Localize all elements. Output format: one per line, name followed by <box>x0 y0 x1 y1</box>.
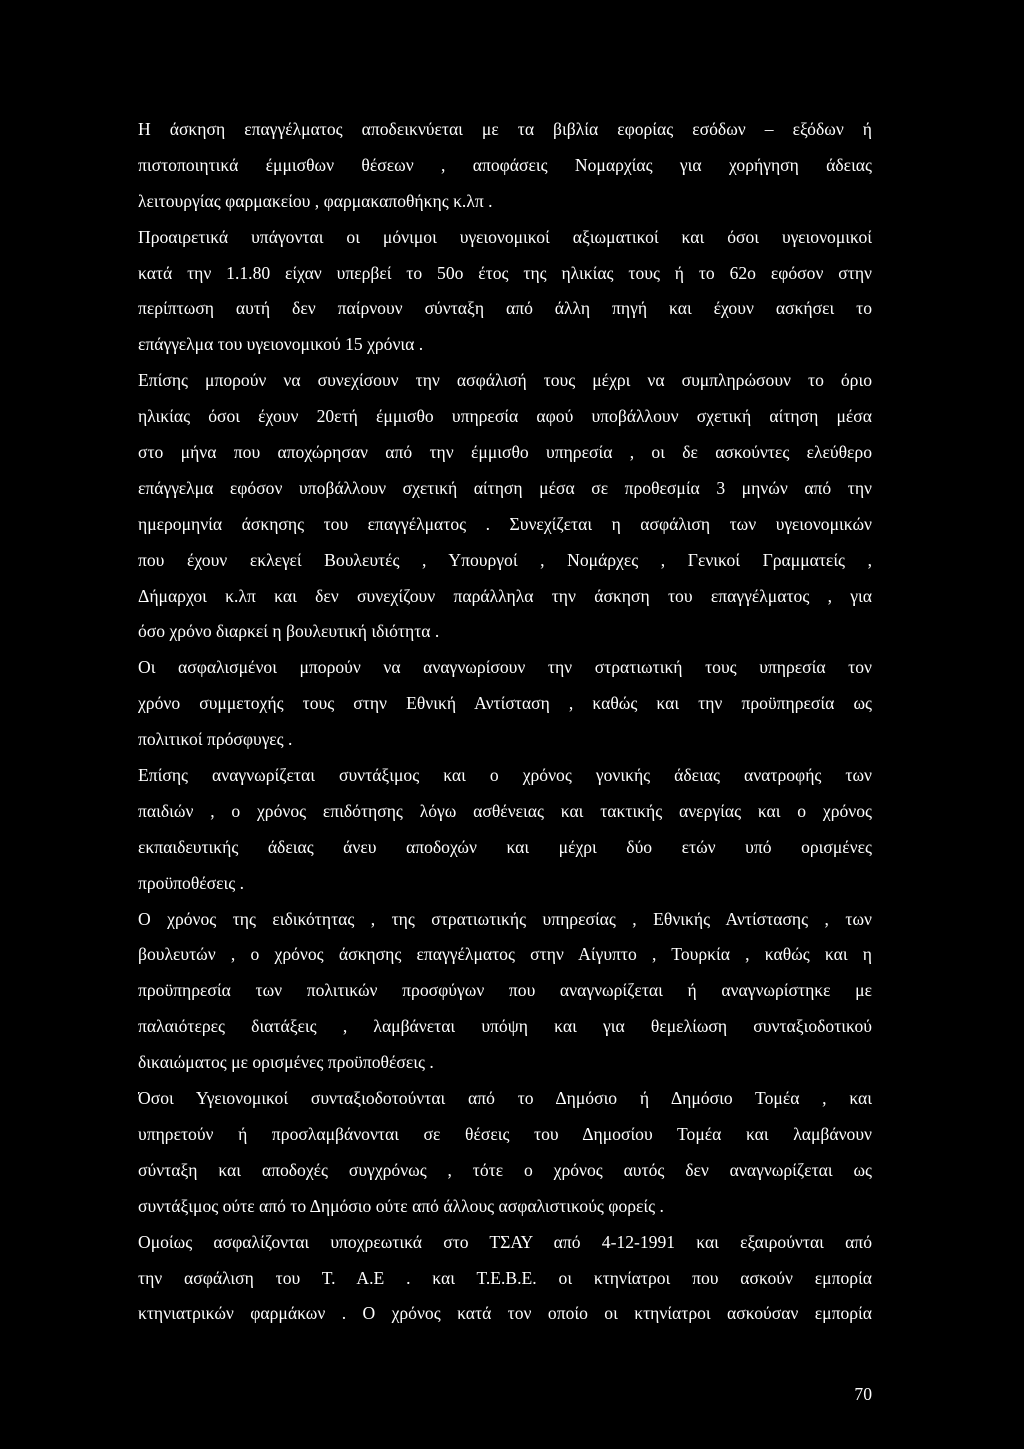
text-line: βουλευτών , ο χρόνος άσκησης επαγγέλματος στην Αίγυπτο , Τουρκία , καθώς και η <box>138 944 872 965</box>
text-line: παλαιότερες διατάξεις , λαμβάνεται υπόψη και για θεμελίωση συνταξιοδοτικού <box>138 1016 872 1037</box>
text-line: Επίσης αναγνωρίζεται συντάξιμος και ο χρόνος γονικής άδειας ανατροφής των <box>138 765 872 786</box>
text-line: περίπτωση αυτή δεν παίρνουν σύνταξη από άλλη πηγή και έχουν ασκήσει το <box>138 298 872 319</box>
text-line: όσο χρόνο διαρκεί η βουλευτική ιδιότητα . <box>138 621 440 642</box>
page-number: 70 <box>854 1384 872 1404</box>
text-line: που έχουν εκλεγεί Βουλευτές , Υπουργοί , Νομάρχες , Γενικοί Γραμματείς , <box>138 549 872 570</box>
text-line: επάγγελμα του υγειονομικού 15 χρόνια . <box>138 334 424 355</box>
text-line: κατά την 1.1.80 είχαν υπερβεί το 50ο έτος της ηλικίας τους ή το 62ο εφόσον στην <box>138 262 872 283</box>
text-line: συντάξιμος ούτε από το Δημόσιο ούτε από άλλους ασφαλιστικούς φορείς . <box>138 1195 664 1216</box>
text-line: εκπαιδευτικής άδειας άνευ αποδοχών και μέχρι δύο ετών υπό ορισμένες <box>138 836 872 857</box>
text-line: χρόνο συμμετοχής τους στην Εθνική Αντίσταση , καθώς και την προϋπηρεσία ως <box>138 693 872 714</box>
text-line: προϋπηρεσία των πολιτικών προσφύγων που αναγνωρίζεται ή αναγνωρίστηκε με <box>138 980 872 1001</box>
text-line: λειτουργίας φαρμακείου , φαρμακαποθήκης κ.λπ . <box>138 190 493 211</box>
text-line: στο μήνα που αποχώρησαν από την έμμισθο υπηρεσία , οι δε ασκούντες ελεύθερο <box>138 442 872 463</box>
text-line: Οι ασφαλισμένοι μπορούν να αναγνωρίσουν την στρατιωτική τους υπηρεσία τον <box>138 657 872 678</box>
text-line: κτηνιατρικών φαρμάκων . Ο χρόνος κατά τον οποίο οι κτηνίατροι ασκούσαν εμπορία <box>138 1303 872 1324</box>
text-line: Προαιρετικά υπάγονται οι μόνιμοι υγειονομικοί αξιωματικοί και όσοι υγειονομικοί <box>138 226 872 247</box>
text-line: την ασφάλιση του Τ. Α.Ε . και Τ.Ε.Β.Ε. οι κτηνίατροι που ασκούν εμπορία <box>138 1267 872 1288</box>
text-line: πολιτικοί πρόσφυγες . <box>138 729 293 750</box>
text-line: Δήμαρχοι κ.λπ και δεν συνεχίζουν παράλληλα την άσκηση του επαγγέλματος , για <box>138 585 872 606</box>
text-line: επάγγελμα εφόσον υποβάλλουν σχετική αίτηση μέσα σε προθεσμία 3 μηνών από την <box>138 477 872 498</box>
body-text <box>138 112 872 1332</box>
text-line: ηλικίας όσοι έχουν 20ετή έμμισθο υπηρεσία αφού υποβάλλουν σχετική αίτηση μέσα <box>138 406 872 427</box>
text-line: Ο χρόνος της ειδικότητας , της στρατιωτικής υπηρεσίας , Εθνικής Αντίστασης , των <box>138 908 872 929</box>
text-line: Ομοίως ασφαλίζονται υποχρεωτικά στο ΤΣΑΥ από 4-12-1991 και εξαιρούνται από <box>138 1231 872 1252</box>
text-line: Όσοι Υγειονομικοί συνταξιοδοτούνται από το Δημόσιο ή Δημόσιο Τομέα , και <box>138 1088 872 1109</box>
text-line: προϋποθέσεις . <box>138 872 245 893</box>
text-line: παιδιών , ο χρόνος επιδότησης λόγω ασθένειας και τακτικής ανεργίας και ο χρόνος <box>138 800 872 821</box>
text-line: Η άσκηση επαγγέλματος αποδεικνύεται με τα βιβλία εφορίας εσόδων – εξόδων ή <box>138 119 872 139</box>
text-line: πιστοποιητικά έμμισθων θέσεων , αποφάσεις Νομαρχίας για χορήγηση άδειας <box>138 154 872 175</box>
text-line: δικαιώματος με ορισμένες προϋποθέσεις . <box>138 1052 434 1073</box>
text-line: ημερομηνία άσκησης του επαγγέλματος . Συνεχίζεται η ασφάλιση των υγειονομικών <box>138 513 872 534</box>
text-line: υπηρετούν ή προσλαμβάνονται σε θέσεις του Δημοσίου Τομέα και λαμβάνουν <box>138 1123 872 1144</box>
text-line: σύνταξη και αποδοχές συγχρόνως , τότε ο χρόνος αυτός δεν αναγνωρίζεται ως <box>138 1159 872 1180</box>
text-line: Επίσης μπορούν να συνεχίσουν την ασφάλισή τους μέχρι να συμπληρώσουν το όριο <box>138 370 872 391</box>
